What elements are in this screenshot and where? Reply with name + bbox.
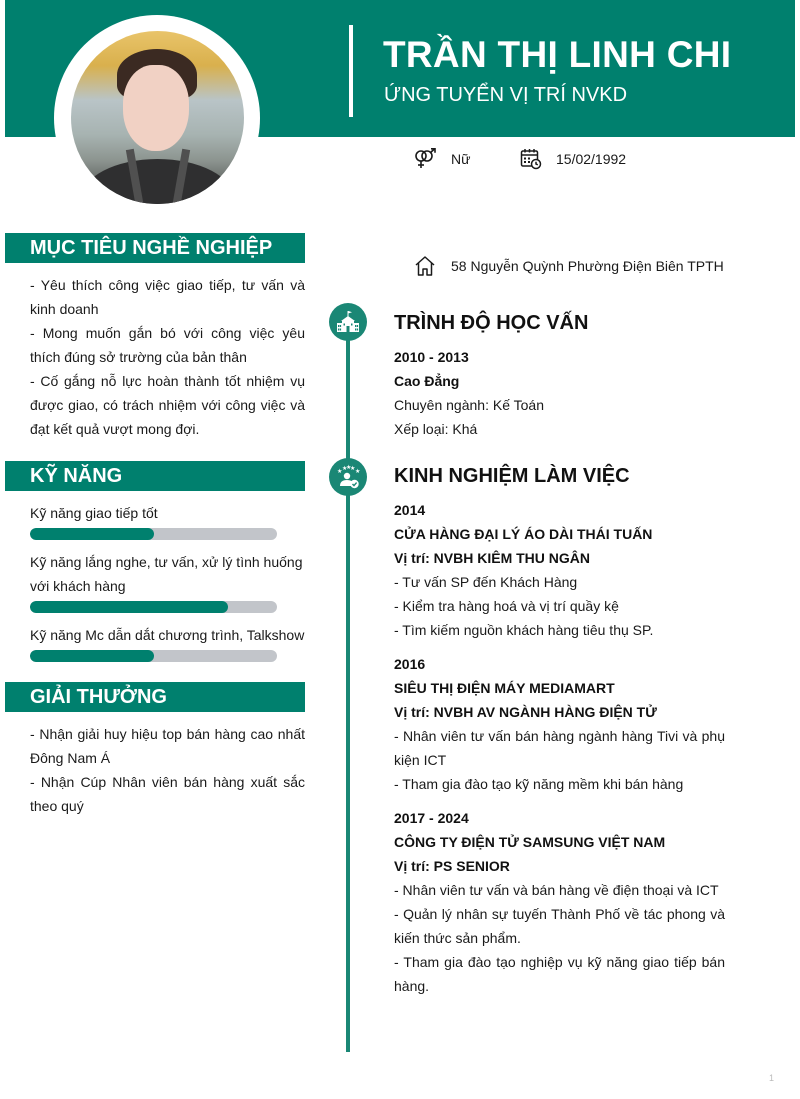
job-task: - Quản lý nhân sự tuyến Thành Phố về tác phong và kiến thức sản phẩm. [394, 906, 725, 946]
job-role: Vị trí: NVBH KIÊM THU NGÂN [394, 550, 590, 566]
skill-bar [30, 528, 277, 540]
objective-item: - Yêu thích công việc giao tiếp, tư vấn và kinh doanh [30, 277, 305, 317]
school-icon [329, 303, 367, 341]
objective-list [30, 273, 305, 441]
skill-bar-fill [30, 601, 228, 613]
experience-heading: KINH NGHIỆM LÀM VIỆC [394, 465, 630, 487]
svg-text:★: ★ [350, 466, 356, 472]
skill-bar [30, 650, 277, 662]
calendar-icon [520, 148, 542, 170]
education-heading: TRÌNH ĐỘ HỌC VẤN [394, 312, 589, 334]
timeline-line [346, 322, 350, 1052]
job-task: - Tư vấn SP đến Khách Hàng [394, 574, 578, 590]
education-degree: Cao Đẳng [394, 373, 460, 389]
job-role: Vị trí: NVBH AV NGÀNH HÀNG ĐIỆN TỬ [394, 704, 657, 720]
skill-bar [30, 601, 277, 613]
job-task: - Nhân viên tư vấn và bán hàng về điện thoại và ICT [394, 882, 719, 898]
avatar [71, 31, 244, 204]
education-period: 2010 - 2013 [394, 349, 469, 365]
job-entry [394, 806, 725, 998]
job-company: SIÊU THỊ ĐIỆN MÁY MEDIAMART [394, 680, 615, 696]
job-task: - Tham gia đào tạo nghiệp vụ kỹ năng giao tiếp bán hàng. [394, 954, 725, 994]
job-role: Vị trí: PS SENIOR [394, 858, 510, 874]
gender-value: Nữ [451, 151, 471, 167]
birthday-info [520, 148, 626, 170]
job-period: 2016 [394, 656, 426, 672]
svg-text:★: ★ [355, 469, 361, 475]
svg-text:★: ★ [346, 465, 352, 471]
job-task: - Tìm kiếm nguồn khách hàng tiêu thụ SP. [394, 622, 654, 638]
skills-heading: KỸ NĂNG [5, 461, 305, 491]
job-task: - Nhân viên tư vấn bán hàng ngành hàng Tivi và phụ kiện ICT [394, 728, 725, 768]
job-task: - Kiểm tra hàng hoá và vị trí quầy kệ [394, 598, 619, 614]
award-item: - Nhận Cúp Nhân viên bán hàng xuất sắc theo quý [30, 774, 305, 814]
awards-heading: GIẢI THƯỞNG [5, 682, 305, 712]
objective-item: - Cố gắng nỗ lực hoàn thành tốt nhiệm vụ được giao, có trách nhiệm với công việc và đạt kết quả vượt mong đợi. [30, 373, 305, 437]
svg-text:★: ★ [337, 469, 343, 475]
job-task: - Tham gia đào tạo kỹ năng mềm khi bán hàng [394, 776, 684, 792]
skill-label: Kỹ năng lắng nghe, tư vấn, xử lý tình huống với khách hàng [30, 554, 303, 594]
skill-label: Kỹ năng giao tiếp tốt [30, 505, 158, 521]
svg-text:★: ★ [342, 466, 348, 472]
birthday-value: 15/02/1992 [556, 151, 627, 167]
gender-info [414, 148, 470, 170]
title-divider [349, 25, 353, 117]
job-period: 2017 - 2024 [394, 810, 469, 826]
home-icon [414, 255, 436, 277]
education-major: Chuyên ngành: Kế Toán [394, 397, 544, 413]
gender-icon [414, 148, 438, 170]
job-entry [394, 652, 725, 796]
job-entry [394, 498, 725, 642]
address-info [414, 255, 724, 277]
skill-bar-fill [30, 650, 154, 662]
education-block [394, 345, 725, 441]
job-company: CỬA HÀNG ĐẠI LÝ ÁO DÀI THÁI TUẤN [394, 526, 653, 542]
applied-position: ỨNG TUYỂN VỊ TRÍ NVKD [384, 84, 628, 106]
job-period: 2014 [394, 502, 426, 518]
candidate-name: TRẦN THỊ LINH CHI [383, 34, 732, 75]
skill-bar-fill [30, 528, 154, 540]
objective-item: - Mong muốn gắn bó với công việc yêu thích đúng sở trường của bản thân [30, 325, 305, 365]
skill-label: Kỹ năng Mc dẫn dắt chương trình, Talkshow [30, 627, 305, 643]
award-item: - Nhận giải huy hiệu top bán hàng cao nhất Đông Nam Á [30, 726, 305, 766]
page-number: 1 [769, 1073, 775, 1083]
education-rank: Xếp loại: Khá [394, 421, 478, 437]
address-value: 58 Nguyễn Quỳnh Phường Điện Biên TPTH [451, 258, 724, 274]
awards-list [30, 722, 305, 818]
job-company: CÔNG TY ĐIỆN TỬ SAMSUNG VIỆT NAM [394, 834, 666, 850]
objective-heading: MỤC TIÊU NGHỀ NGHIỆP [5, 233, 305, 263]
employee-rating-icon [329, 458, 367, 496]
